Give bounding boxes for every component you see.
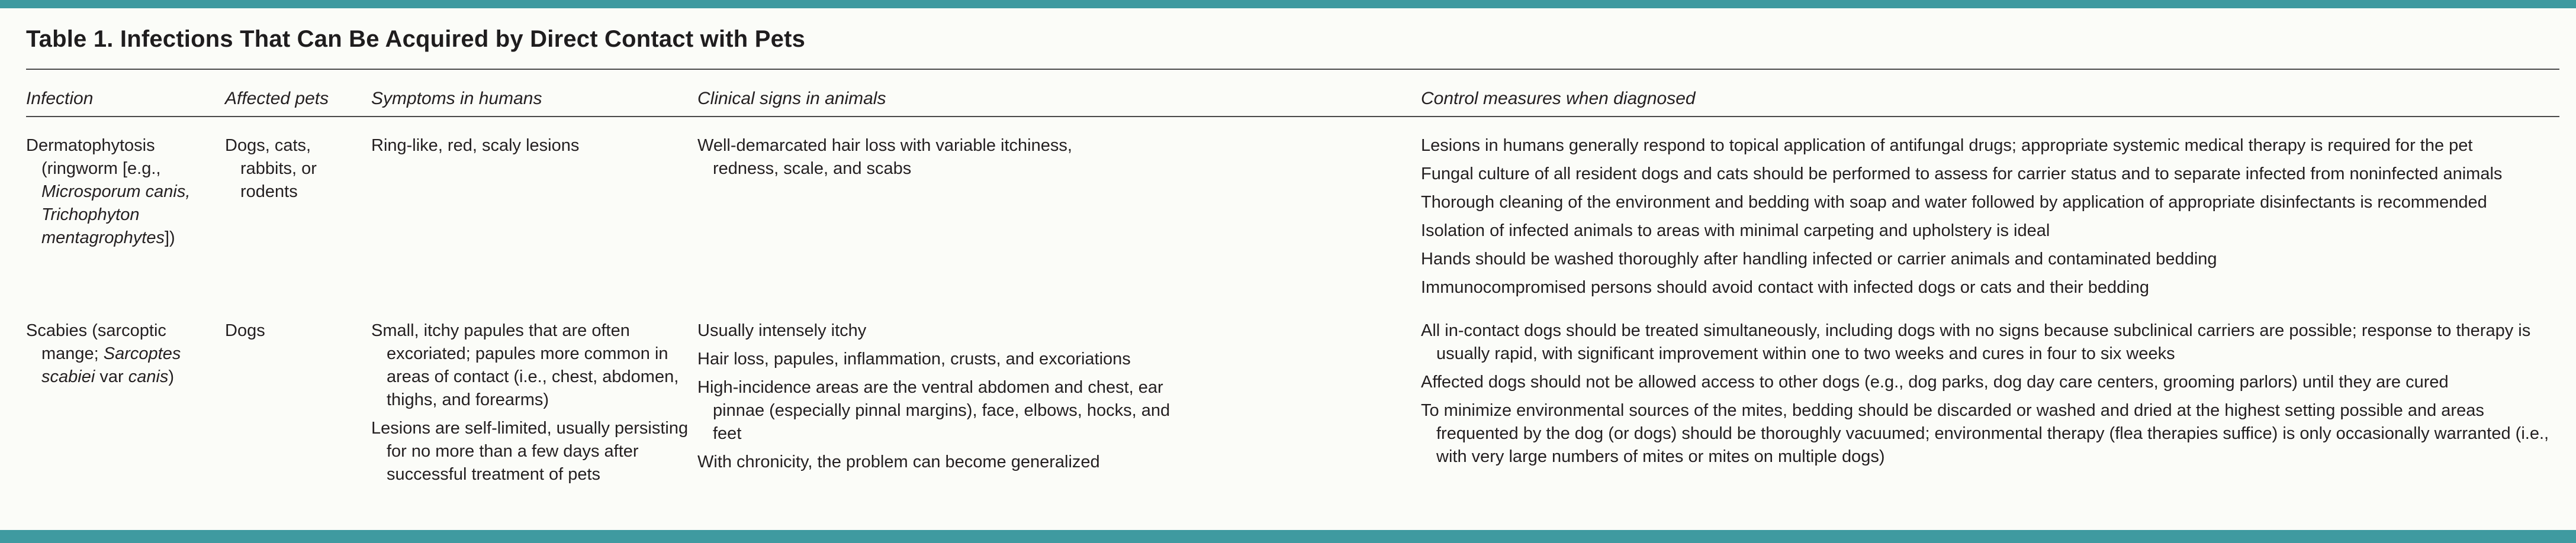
list-item: Isolation of infected animals to areas with minimal carpeting and upholstery is ideal bbox=[1421, 221, 2050, 240]
table-row-1-control-measures bbox=[1421, 134, 2558, 305]
table-row-2-affected-pets: Dogs bbox=[225, 321, 265, 340]
list-item: All in-contact dogs should be treated simultaneously, including dogs with no signs because subclinical carriers are possible; response to therapy is usually rapid, with significant improvement within one to two weeks and cures in four to six weeks bbox=[1421, 321, 2531, 363]
list-item: Small, itchy papules that are often excoriated; papules more common in areas of contact (i.e., chest, abdomen, thighs, and forearms) bbox=[371, 321, 679, 409]
list-item: Ring-like, red, scaly lesions bbox=[371, 136, 580, 155]
pathogen-italic: Sarcoptes scabiei bbox=[41, 344, 181, 386]
list-item: Lesions are self-limited, usually persisting for no more than a few days after successful treatment of pets bbox=[371, 419, 689, 484]
bottom-accent-bar bbox=[0, 530, 2576, 543]
table-row-2-symptoms bbox=[371, 319, 689, 492]
top-accent-bar bbox=[0, 0, 2576, 8]
header-symptoms-humans: Symptoms in humans bbox=[371, 89, 542, 108]
table-row-1-infection: Dermatophytosis (ringworm [e.g., Microsporum canis, Trichophyton mentagrophytes]) bbox=[26, 136, 191, 247]
header-infection: Infection bbox=[26, 89, 94, 108]
header-clinical-signs: Clinical signs in animals bbox=[697, 89, 886, 108]
table-row-2-infection: Scabies (sarcoptic mange; Sarcoptes scabiei var canis) bbox=[26, 321, 181, 386]
header-affected-pets: Affected pets bbox=[225, 89, 329, 108]
title-divider bbox=[26, 69, 2559, 70]
list-item: Thorough cleaning of the environment and bedding with soap and water followed by application of appropriate disinfectants is recommended bbox=[1421, 193, 2487, 212]
infection-name: Dermatophytosis bbox=[26, 136, 155, 155]
list-item: With chronicity, the problem can become generalized bbox=[697, 452, 1100, 471]
list-item: Usually intensely itchy bbox=[697, 321, 867, 340]
table-title: Table 1. Infections That Can Be Acquired by Direct Contact with Pets bbox=[26, 26, 806, 52]
list-item: High-incidence areas are the ventral abdomen and chest, ear pinnae (especially pinnal margins), face, elbows, hocks, and feet bbox=[697, 378, 1170, 443]
header-divider bbox=[26, 116, 2559, 117]
table-row-2-control-measures bbox=[1421, 319, 2558, 474]
list-item: Hair loss, papules, inflammation, crusts, and excoriations bbox=[697, 350, 1131, 369]
list-item: Lesions in humans generally respond to topical application of antifungal drugs; appropriate systemic medical therapy is required for the pet bbox=[1421, 136, 2473, 155]
list-item: Fungal culture of all resident dogs and cats should be performed to assess for carrier status and to separate infected from noninfected animals bbox=[1421, 164, 2503, 183]
table-row-1-symptoms bbox=[371, 134, 679, 163]
list-item: To minimize environmental sources of the mites, bedding should be discarded or washed and dried at the highest setting possible and areas frequented by the dog (or dogs) should be thoroughly vacuumed; environmental therapy (flea therapies suffice) is only occasionally warranted (i.e., with very large numbers of mites or mites on multiple dogs) bbox=[1421, 401, 2549, 466]
table-row-2-clinical-signs bbox=[697, 319, 1171, 479]
pathogen-italic: Microsporum canis, Trichophyton mentagrophytes bbox=[41, 182, 191, 247]
header-control-measures: Control measures when diagnosed bbox=[1421, 89, 1696, 108]
list-item: Well-demarcated hair loss with variable itchiness, redness, scale, and scabs bbox=[697, 136, 1072, 178]
list-item: Hands should be washed thoroughly after handling infected or carrier animals and contaminated bedding bbox=[1421, 250, 2217, 269]
list-item: Affected dogs should not be allowed access to other dogs (e.g., dog parks, dog day care centers, grooming parlors) until they are cured bbox=[1421, 373, 2449, 392]
list-item: Immunocompromised persons should avoid contact with infected dogs or cats and their bedding bbox=[1421, 278, 2149, 297]
table-row-1-affected-pets: Dogs, cats, rabbits, or rodents bbox=[225, 136, 317, 201]
table-row-1-clinical-signs bbox=[697, 134, 1171, 186]
